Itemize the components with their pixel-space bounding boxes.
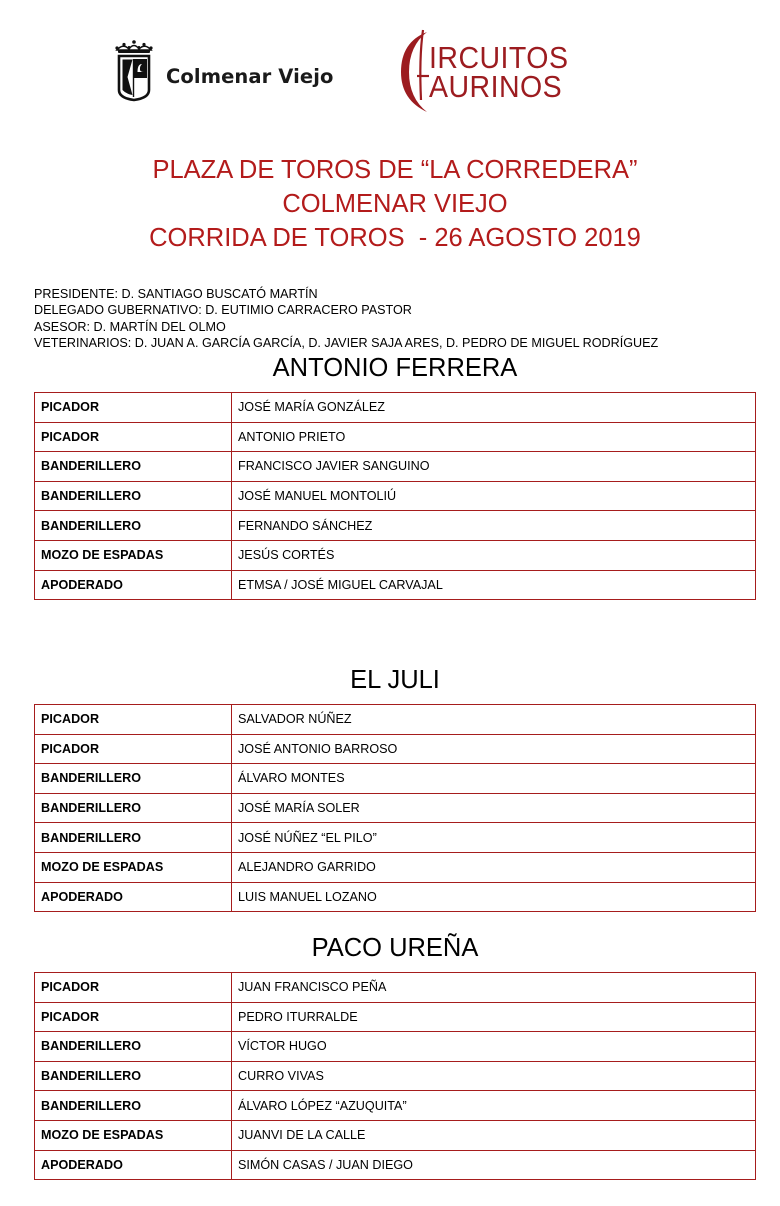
- table-row: [35, 764, 756, 794]
- colmenar-viejo-wordmark: Colmenar Viejo: [166, 64, 334, 88]
- cuadrilla-table: [34, 704, 756, 912]
- coat-of-arms-icon: [113, 40, 155, 102]
- table-row: [35, 570, 756, 600]
- table-row: [35, 852, 756, 882]
- table-row: [35, 882, 756, 912]
- name-cell: JOSÉ NÚÑEZ “EL PILO”: [232, 823, 756, 853]
- name-cell: ÁLVARO LÓPEZ “AZUQUITA”: [232, 1091, 756, 1121]
- matador-heading: PACO UREÑA: [311, 934, 479, 962]
- role-cell: APODERADO: [35, 1150, 232, 1180]
- name-cell: LUIS MANUEL LOZANO: [232, 882, 756, 912]
- officials-list: [34, 286, 658, 352]
- role-cell: APODERADO: [35, 570, 232, 600]
- title-date: CORRIDA DE TOROS - 26 AGOSTO 2019: [149, 224, 641, 252]
- role-cell: BANDERILLERO: [35, 452, 232, 482]
- role-cell: BANDERILLERO: [35, 764, 232, 794]
- matador-heading: ANTONIO FERRERA: [272, 354, 518, 382]
- table-row: [35, 393, 756, 423]
- role-cell: BANDERILLERO: [35, 1061, 232, 1091]
- name-cell: JUANVI DE LA CALLE: [232, 1120, 756, 1150]
- name-cell: JOSÉ MARÍA GONZÁLEZ: [232, 393, 756, 423]
- table-row: [35, 481, 756, 511]
- official-veterinarios: VETERINARIOS: D. JUAN A. GARCÍA GARCÍA, D. JAVIER SAJA ARES, D. PEDRO DE MIGUEL RODRÍGUEZ: [34, 336, 659, 351]
- table-row: [35, 793, 756, 823]
- role-cell: BANDERILLERO: [35, 823, 232, 853]
- role-cell: APODERADO: [35, 882, 232, 912]
- table-row: [35, 705, 756, 735]
- official-presidente: PRESIDENTE: D. SANTIAGO BUSCATÓ MARTÍN: [34, 287, 318, 301]
- role-cell: MOZO DE ESPADAS: [35, 540, 232, 570]
- role-cell: BANDERILLERO: [35, 1091, 232, 1121]
- cuadrilla-table: [34, 972, 756, 1180]
- name-cell: PEDRO ITURRALDE: [232, 1002, 756, 1032]
- name-cell: ALEJANDRO GARRIDO: [232, 852, 756, 882]
- table-row: [35, 1120, 756, 1150]
- official-asesor: ASESOR: D. MARTÍN DEL OLMO: [34, 319, 226, 334]
- name-cell: JOSÉ MARÍA SOLER: [232, 793, 756, 823]
- title-plaza: PLAZA DE TOROS DE “LA CORREDERA”: [152, 156, 638, 184]
- table-row: [35, 452, 756, 482]
- name-cell: JUAN FRANCISCO PEÑA: [232, 973, 756, 1003]
- role-cell: PICADOR: [35, 422, 232, 452]
- table-row: [35, 1002, 756, 1032]
- name-cell: ETMSA / JOSÉ MIGUEL CARVAJAL: [232, 570, 756, 600]
- circuitos-line1: IRCUITOS: [429, 40, 569, 75]
- name-cell: ANTONIO PRIETO: [232, 422, 756, 452]
- role-cell: BANDERILLERO: [35, 1032, 232, 1062]
- matador-heading: EL JULI: [350, 666, 440, 694]
- name-cell: SALVADOR NÚÑEZ: [232, 705, 756, 735]
- role-cell: PICADOR: [35, 734, 232, 764]
- colmenar-viejo-logo: [113, 40, 334, 102]
- role-cell: BANDERILLERO: [35, 481, 232, 511]
- table-row: [35, 823, 756, 853]
- role-cell: PICADOR: [35, 973, 232, 1003]
- name-cell: FRANCISCO JAVIER SANGUINO: [232, 452, 756, 482]
- name-cell: FERNANDO SÁNCHEZ: [232, 511, 756, 541]
- table-row: [35, 973, 756, 1003]
- circuitos-line2: AURINOS: [429, 69, 563, 104]
- table-row: [35, 734, 756, 764]
- table-row: [35, 1150, 756, 1180]
- role-cell: PICADOR: [35, 705, 232, 735]
- title-town: COLMENAR VIEJO: [282, 190, 508, 218]
- name-cell: JOSÉ ANTONIO BARROSO: [232, 734, 756, 764]
- name-cell: SIMÓN CASAS / JUAN DIEGO: [232, 1150, 756, 1180]
- name-cell: VÍCTOR HUGO: [232, 1032, 756, 1062]
- event-title: [0, 153, 780, 255]
- table-row: [35, 1032, 756, 1062]
- role-cell: PICADOR: [35, 1002, 232, 1032]
- role-cell: MOZO DE ESPADAS: [35, 852, 232, 882]
- table-row: [35, 1091, 756, 1121]
- official-delegado: DELEGADO GUBERNATIVO: D. EUTIMIO CARRACERO PASTOR: [34, 303, 412, 318]
- table-row: [35, 422, 756, 452]
- table-row: [35, 540, 756, 570]
- role-cell: PICADOR: [35, 393, 232, 423]
- role-cell: BANDERILLERO: [35, 793, 232, 823]
- name-cell: ÁLVARO MONTES: [232, 764, 756, 794]
- table-row: [35, 1061, 756, 1091]
- name-cell: JOSÉ MANUEL MONTOLIÚ: [232, 481, 756, 511]
- name-cell: JESÚS CORTÉS: [232, 540, 756, 570]
- role-cell: BANDERILLERO: [35, 511, 232, 541]
- circuitos-taurinos-logo: [393, 28, 573, 114]
- cuadrilla-table: [34, 392, 756, 600]
- name-cell: CURRO VIVAS: [232, 1061, 756, 1091]
- role-cell: MOZO DE ESPADAS: [35, 1120, 232, 1150]
- table-row: [35, 511, 756, 541]
